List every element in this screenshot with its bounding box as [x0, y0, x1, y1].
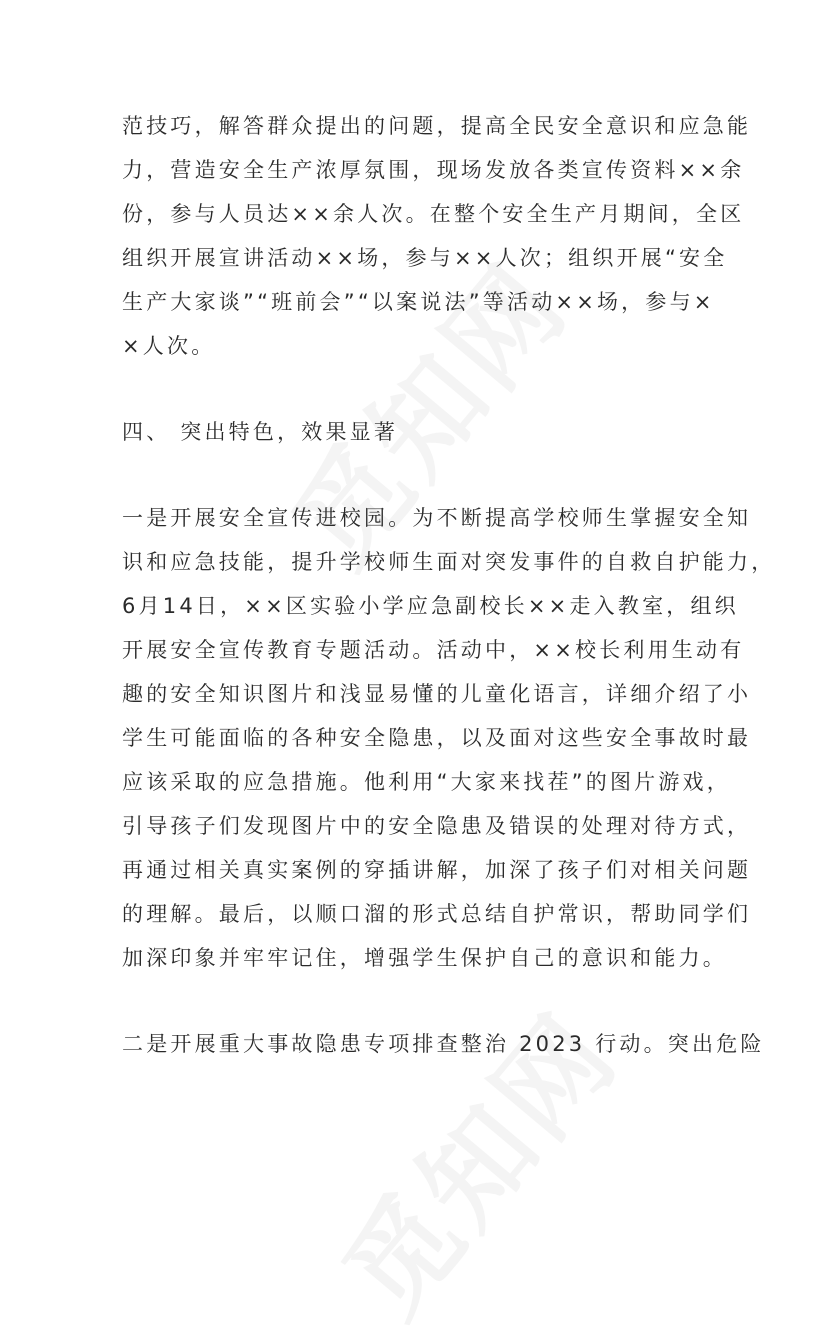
- paragraph-line: 加深印象并牢牢记住，增强学生保护自己的意识和能力。: [122, 946, 727, 970]
- paragraph-line: 应该采取的应急措施。他利用“大家来找茬”的图片游戏，: [122, 770, 731, 794]
- paragraph-line: 份，参与人员达××余人次。在整个安全生产月期间，全区: [122, 202, 745, 226]
- watermark-top: [252, 225, 597, 593]
- paragraph-line: 生产大家谈”“班前会”“以案说法”等活动××场，参与×: [122, 290, 715, 314]
- paragraph-line: 再通过相关真实案例的穿插讲解，加深了孩子们对相关问题: [122, 858, 752, 882]
- paragraph-line: ×人次。: [122, 334, 216, 358]
- paragraph-line: 识和应急技能，提升学校师生面对突发事件的自救自护能力，: [122, 550, 776, 574]
- paragraph-line: 趣的安全知识图片和浅显易懂的儿童化语言，详细介绍了小: [122, 682, 752, 706]
- paragraph-line: 引导孩子们发现图片中的安全隐患及错误的处理对待方式，: [122, 814, 752, 838]
- paragraph-line: 一是开展安全宣传进校园。为不断提高学校师生掌握安全知: [122, 506, 752, 530]
- paragraph-line: 开展安全宣传教育专题活动。活动中，××校长利用生动有: [122, 638, 745, 662]
- paragraph-line: 组织开展宣讲活动××场，参与××人次；组织开展“安全: [122, 246, 728, 270]
- paragraph-line: 力，营造安全生产浓厚氛围，现场发放各类宣传资料××余: [122, 158, 745, 182]
- paragraph-line: 二是开展重大事故隐患专项排查整治 2023 行动。突出危险: [122, 1032, 765, 1056]
- paragraph-line: 范技巧，解答群众提出的问题，提高全民安全意识和应急能: [122, 114, 752, 138]
- paragraph-line: 的理解。最后，以顺口溜的形式总结自护常识，帮助同学们: [122, 902, 752, 926]
- paragraph-line: 6月14日，××区实验小学应急副校长××走入教室，组织: [122, 594, 739, 618]
- section-heading: 四、 突出特色，效果显著: [122, 420, 399, 444]
- paragraph-line: 学生可能面临的各种安全隐患，以及面对这些安全事故时最: [122, 726, 752, 750]
